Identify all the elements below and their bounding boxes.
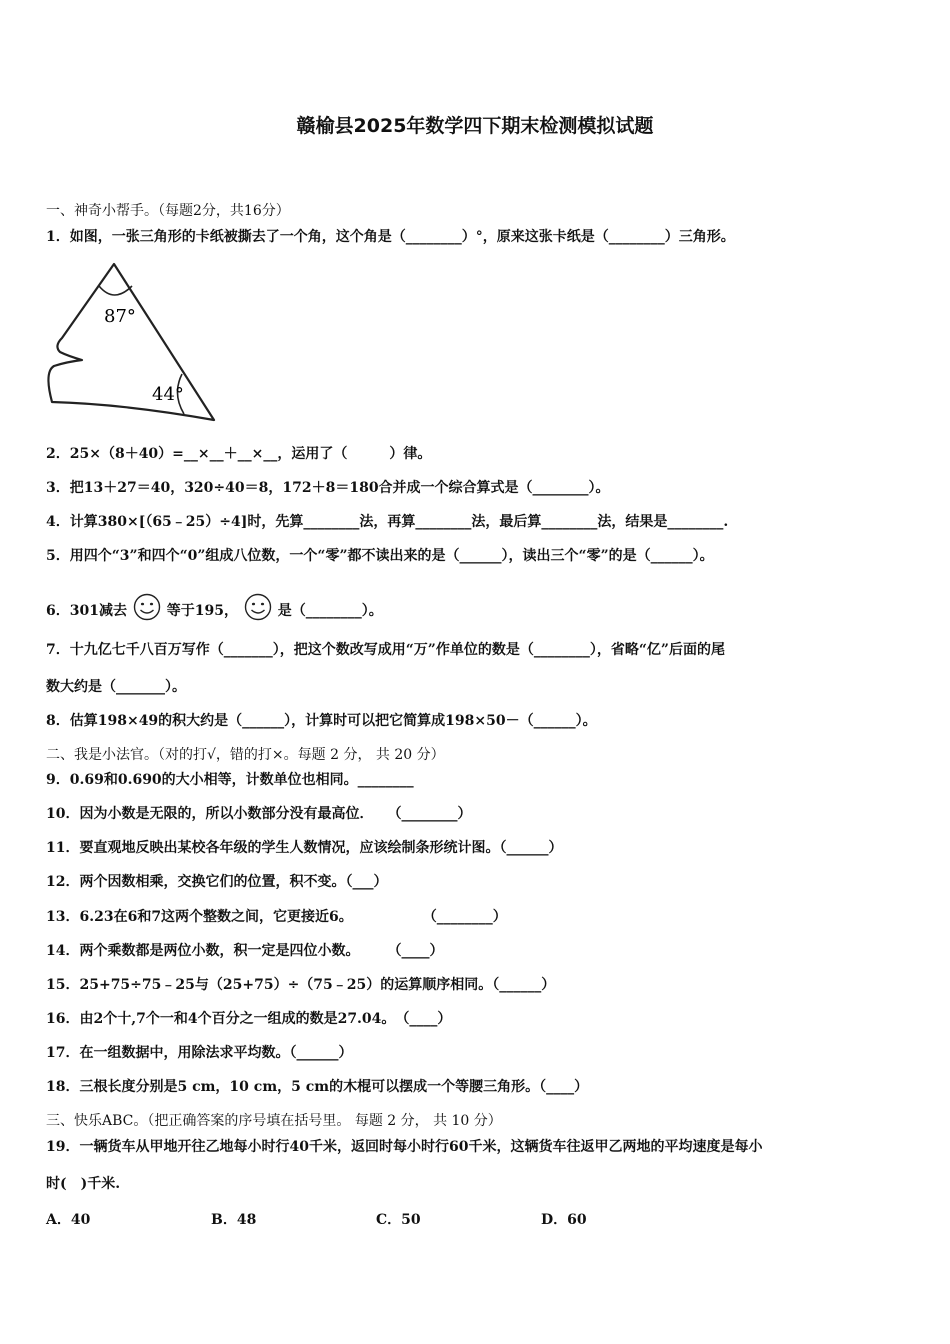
- question-15: 15．25+75÷75﹣25与（25+75）÷（75﹣25）的运算顺序相同。（______）: [46, 977, 556, 993]
- option-b: B．48: [211, 1212, 257, 1228]
- page-title: 赣榆县2025年数学四下期末检测模拟试题: [296, 115, 654, 137]
- smiley-face-icon: [243, 593, 273, 621]
- question-11: 11．要直观地反映出某校各年级的学生人数情况，应该绘制条形统计图。（______）: [46, 840, 563, 856]
- angle-label-bottom: 44°: [152, 384, 184, 405]
- question-4: 4．计算380×[（65﹣25）÷4]时，先算________法，再算________法，最后算________法，结果是________.: [46, 514, 729, 530]
- question-6-part-b: 等于195，: [166, 603, 238, 619]
- torn-triangle-figure: [44, 262, 224, 424]
- section-heading-2: 二、我是小法官。（对的打√，错的打×。每题 2 分， 共 20 分）: [46, 747, 445, 763]
- question-14: 14．两个乘数都是两位小数，积一定是四位小数。 （____）: [46, 943, 444, 959]
- question-18: 18．三根长度分别是5 cm，10 cm，5 cm的木棍可以摆成一个等腰三角形。（____）: [46, 1079, 589, 1095]
- question-6-part-c: 是（________）。: [277, 603, 383, 619]
- question-13: 13．6.23在6和7这两个整数之间，它更接近6。 （________）: [46, 909, 507, 925]
- question-19: 19．一辆货车从甲地开往乙地每小时行40千米，返回时每小时行60千米，这辆货车往返甲乙两地的平均速度是每小: [46, 1139, 763, 1155]
- question-8: 8．估算198×49的积大约是（______），计算时可以把它简算成198×50－（______）。: [46, 713, 597, 729]
- question-6: [46, 593, 383, 621]
- question-9: 9．0.69和0.690的大小相等，计数单位也相同。________: [46, 772, 414, 788]
- section-heading-1: 一、神奇小帮手。（每题2分，共16分）: [46, 203, 290, 219]
- question-19-cont: 时( )千米.: [46, 1176, 121, 1192]
- question-3: 3．把13＋27＝40，320÷40＝8，172＋8＝180合并成一个综合算式是（________）。: [46, 480, 610, 496]
- question-17: 17．在一组数据中，用除法求平均数。（______）: [46, 1045, 353, 1061]
- option-c: C．50: [376, 1212, 421, 1228]
- section-heading-3: 三、快乐ABC。（把正确答案的序号填在括号里。 每题 2 分， 共 10 分）: [46, 1113, 502, 1129]
- option-a: A．40: [46, 1212, 91, 1228]
- question-16: 16．由2个十,7个一和4个百分之一组成的数是27.04。 （____）: [46, 1011, 452, 1027]
- angle-label-top: 87°: [104, 306, 136, 327]
- question-1: 1．如图，一张三角形的卡纸被撕去了一个角，这个角是（________）°，原来这张卡纸是（________）三角形。: [46, 229, 735, 245]
- question-2: 2．25×（8＋40）=__×__＋__×__，运用了（ ）律。: [46, 446, 432, 462]
- question-5: 5．用四个“3”和四个“0”组成八位数，一个“零”都不读出来的是（______），读出三个“零”的是（______）。: [46, 548, 714, 564]
- smiley-face-icon: [132, 593, 162, 621]
- question-10: 10．因为小数是无限的，所以小数部分没有最高位． （________）: [46, 806, 472, 822]
- question-12: 12．两个因数相乘，交换它们的位置，积不变。（___）: [46, 874, 388, 890]
- option-d: D．60: [541, 1212, 587, 1228]
- question-7: 7．十九亿七千八百万写作（_______），把这个数改写成用“万”作单位的数是（________），省略“亿”后面的尾: [46, 642, 725, 658]
- question-7-cont: 数大约是（_______）。: [46, 679, 186, 695]
- question-6-part-a: 6．301减去: [46, 603, 127, 619]
